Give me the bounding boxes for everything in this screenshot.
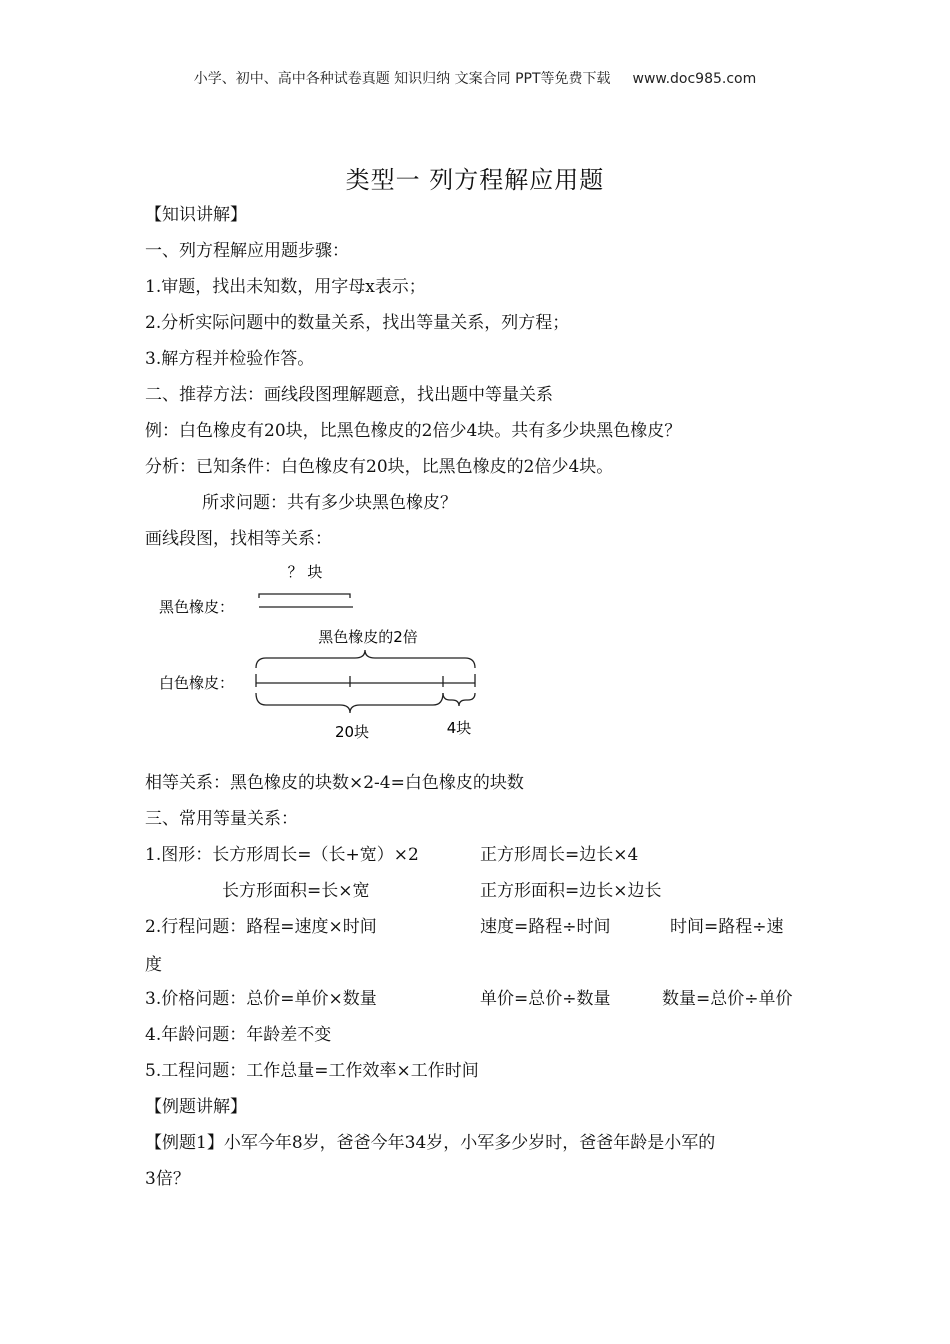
travel-time-wrap: 度 (145, 955, 162, 975)
question-text: 所求问题：共有多少块黑色橡皮？ (202, 493, 457, 513)
travel-time: 时间=路程÷速 (670, 917, 784, 937)
price-total: 3.价格问题：总价=单价×数量 (145, 989, 377, 1009)
page-title: 类型一 列方程解应用题 (345, 166, 605, 194)
diagram-intro: 画线段图，找相等关系： (145, 529, 332, 549)
geometry-square-perimeter: 正方形周长=边长×4 (480, 845, 639, 865)
header-url[interactable]: www.doc985.com (632, 71, 757, 87)
brace-20 (256, 693, 443, 713)
step-3: 3.解方程并检验作答。 (145, 349, 315, 369)
geometry-rect-area: 长方形面积=长×宽 (222, 881, 370, 901)
analysis-text: 分析：已知条件：白色橡皮有20块，比黑色橡皮的2倍少4块。 (145, 457, 614, 477)
examples-heading: 【例题讲解】 (145, 1097, 247, 1117)
geometry-square-area: 正方形面积=边长×边长 (480, 881, 662, 901)
knowledge-heading: 【知识讲解】 (145, 205, 247, 225)
double-label: 黑色橡皮的2倍 (318, 628, 418, 646)
black-eraser-label: 黑色橡皮： (159, 598, 235, 616)
geometry-rect-perimeter: 1.图形：长方形周长=（长+宽）×2 (145, 845, 419, 865)
white-eraser-label: 白色橡皮： (159, 674, 235, 692)
double-brace (256, 650, 475, 668)
section3-heading: 三、常用等量关系： (145, 809, 298, 829)
price-unit: 单价=总价÷数量 (480, 989, 611, 1009)
brace-4 (443, 693, 475, 706)
example1-line1: 【例题1】小军今年8岁，爸爸今年34岁，小军多少岁时，爸爸年龄是小军的 (145, 1133, 716, 1153)
step-1: 1.审题，找出未知数，用字母x表示； (145, 277, 426, 297)
step-2: 2.分析实际问题中的数量关系，找出等量关系，列方程； (145, 313, 570, 333)
unknown-brace (259, 594, 350, 598)
section1-heading: 一、列方程解应用题步骤： (145, 241, 349, 261)
line-segment-diagram (145, 558, 490, 748)
unknown-label: ？ 块 (287, 563, 323, 581)
label-20: 20块 (334, 723, 370, 741)
header-text: 小学、初中、高中各种试卷真题 知识归纳 文案合同 PPT等免费下载 (193, 71, 611, 87)
equal-relation: 相等关系：黑色橡皮的块数×2-4=白色橡皮的块数 (145, 773, 524, 793)
example-text: 例：白色橡皮有20块，比黑色橡皮的2倍少4块。共有多少块黑色橡皮？ (145, 421, 682, 441)
price-quantity: 数量=总价÷单价 (662, 989, 793, 1009)
travel-distance: 2.行程问题：路程=速度×时间 (145, 917, 377, 937)
label-4: 4块 (446, 719, 472, 737)
page-header (0, 68, 950, 88)
age-relation: 4.年龄问题：年龄差不变 (145, 1025, 332, 1045)
work-relation: 5.工程问题：工作总量=工作效率×工作时间 (145, 1061, 479, 1081)
travel-speed: 速度=路程÷时间 (480, 917, 611, 937)
example1-line2: 3倍？ (145, 1169, 190, 1189)
section2-heading: 二、推荐方法：画线段图理解题意，找出题中等量关系 (145, 385, 553, 405)
